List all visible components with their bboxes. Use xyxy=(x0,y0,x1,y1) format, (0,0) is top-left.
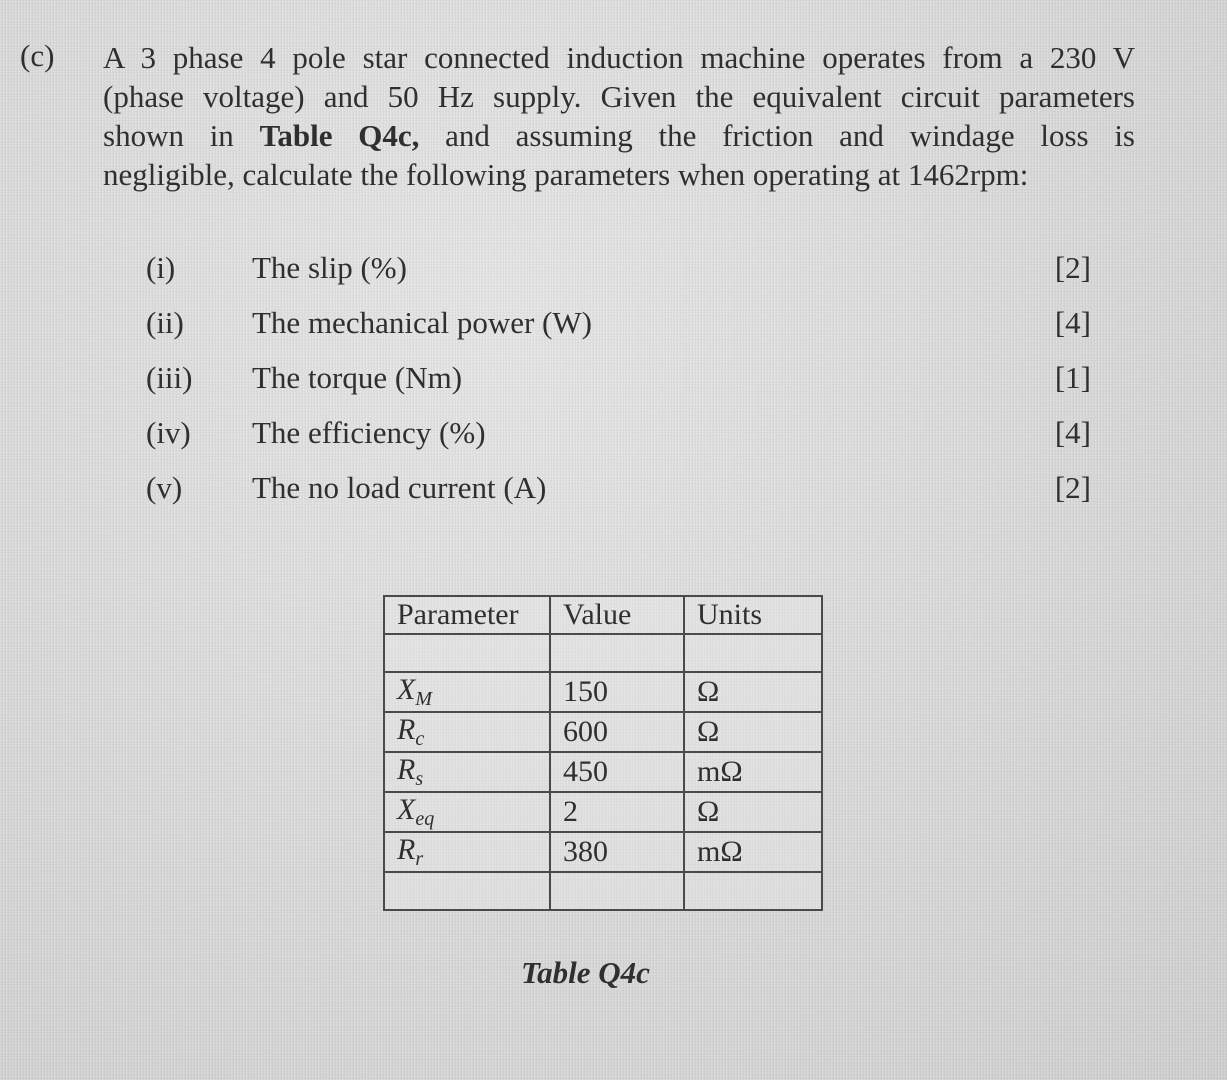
sub-question-text: The torque (Nm) xyxy=(252,360,463,395)
table-row xyxy=(384,752,822,792)
symbol-letter: R xyxy=(397,753,416,786)
sub-question-marks: [2] xyxy=(1054,470,1091,505)
symbol-subscript: s xyxy=(415,768,424,790)
table-header-row xyxy=(384,596,822,634)
question-line-1: A 3 phase 4 pole star connected induction machine operates from a 230 V xyxy=(103,40,1135,75)
table-reference: Table Q4c, xyxy=(259,118,420,153)
parameter-value: 450 xyxy=(550,752,684,792)
header-parameter: Parameter xyxy=(384,596,550,634)
parameter-unit: mΩ xyxy=(684,832,822,872)
sub-question-item xyxy=(146,305,1091,345)
parameter-table xyxy=(383,595,823,911)
sub-question-number: (iii) xyxy=(146,360,193,395)
sub-question-text: The slip (%) xyxy=(252,250,407,285)
sub-question-marks: [1] xyxy=(1054,360,1091,395)
sub-question-number: (iv) xyxy=(146,415,191,450)
sub-question-marks: [4] xyxy=(1054,415,1091,450)
symbol-subscript: r xyxy=(415,848,424,870)
table-blank-row xyxy=(384,634,822,672)
table-caption: Table Q4c xyxy=(521,955,650,990)
parameter-value: 150 xyxy=(550,672,684,712)
parameter-symbol xyxy=(384,672,550,712)
parameter-value: 600 xyxy=(550,712,684,752)
symbol-subscript: M xyxy=(415,688,432,710)
parameter-value: 380 xyxy=(550,832,684,872)
table-row xyxy=(384,792,822,832)
header-value: Value xyxy=(550,596,684,634)
table-row xyxy=(384,672,822,712)
header-units: Units xyxy=(684,596,822,634)
sub-question-number: (ii) xyxy=(146,305,184,340)
sub-question-item xyxy=(146,360,1091,400)
question-line-3-post: and assuming the friction and windage loss is xyxy=(419,118,1135,153)
symbol-letter: X xyxy=(397,673,416,706)
symbol-letter: X xyxy=(397,793,416,826)
parameter-symbol xyxy=(384,712,550,752)
question-text xyxy=(103,38,1135,194)
parameter-unit: Ω xyxy=(684,672,822,712)
sub-question-marks: [2] xyxy=(1054,250,1091,285)
symbol-subscript: c xyxy=(415,728,425,750)
question-line-3-pre: shown in xyxy=(103,118,260,153)
table-cell xyxy=(684,634,822,672)
parameter-symbol xyxy=(384,752,550,792)
parameter-unit: Ω xyxy=(684,712,822,752)
question-line-4: negligible, calculate the following parameters when operating at 1462rpm: xyxy=(103,157,1029,192)
sub-question-marks: [4] xyxy=(1054,305,1091,340)
sub-question-text: The efficiency (%) xyxy=(252,415,486,450)
table-blank-row xyxy=(384,872,822,910)
parameter-unit: Ω xyxy=(684,792,822,832)
symbol-letter: R xyxy=(397,833,416,866)
sub-question-item xyxy=(146,250,1091,290)
parameter-value: 2 xyxy=(550,792,684,832)
parameter-unit: mΩ xyxy=(684,752,822,792)
question-label: (c) xyxy=(20,38,55,73)
parameter-symbol xyxy=(384,832,550,872)
parameter-symbol xyxy=(384,792,550,832)
sub-question-number: (v) xyxy=(146,470,183,505)
question-line-3 xyxy=(103,116,1135,155)
symbol-letter: R xyxy=(397,713,416,746)
sub-question-item xyxy=(146,470,1091,510)
sub-question-item xyxy=(146,415,1091,455)
table-cell xyxy=(550,634,684,672)
sub-question-number: (i) xyxy=(146,250,176,285)
table-cell xyxy=(384,872,550,910)
table-row xyxy=(384,712,822,752)
sub-question-text: The no load current (A) xyxy=(252,470,547,505)
symbol-subscript: eq xyxy=(415,808,435,830)
table-cell xyxy=(684,872,822,910)
table-cell xyxy=(550,872,684,910)
sub-question-text: The mechanical power (W) xyxy=(252,305,592,340)
table-row xyxy=(384,832,822,872)
table-cell xyxy=(384,634,550,672)
question-line-2: (phase voltage) and 50 Hz supply. Given the equivalent circuit parameters xyxy=(103,79,1135,114)
